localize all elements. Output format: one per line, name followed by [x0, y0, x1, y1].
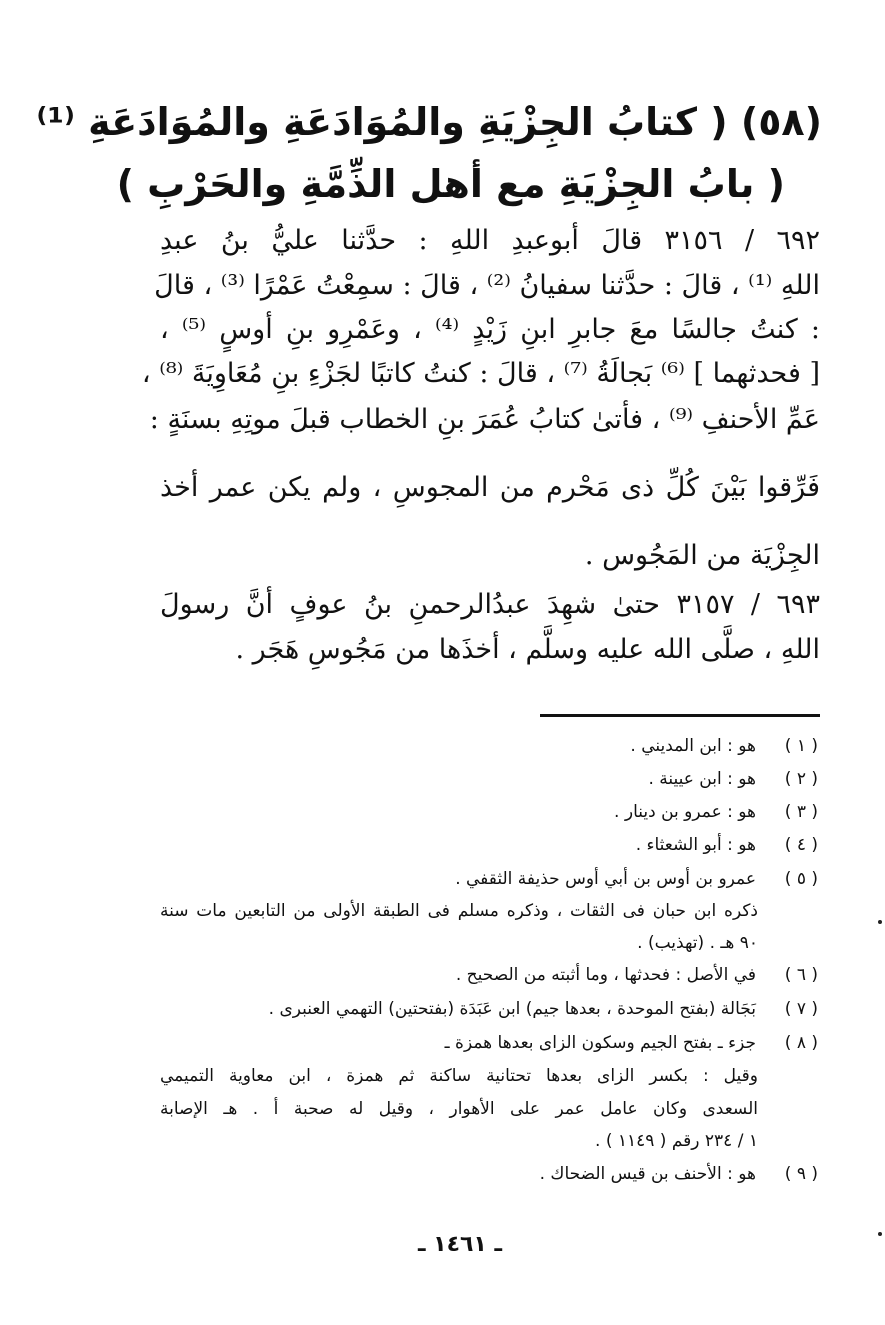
- chapter-title: (٥٨) ( كتابُ الجِزْيَةِ والمُوَادَعَةِ والمُوَادَعَةِ ⁽¹⁾: [36, 100, 822, 144]
- page-number: ـ ١٤٦١ ـ: [417, 1232, 503, 1257]
- footnote-text: جزء ـ بفتح الجيم وسكون الزاى بعدها همزة ـ: [444, 1033, 756, 1053]
- hadith-692-line-1: ٦٩٢ / ٣١٥٦ قالَ أبوعبدِ اللهِ : حدَّثنا عليُّ بنُ عبدِ: [160, 225, 820, 256]
- footnote-number: ( ٧ ): [784, 999, 818, 1019]
- scan-speck: [878, 920, 882, 924]
- footnote-5-continuation-2: ٩٠ هـ . (تهذيب) .: [637, 933, 758, 953]
- footnote-number: ( ٨ ): [784, 1033, 818, 1053]
- footnote-text: في الأصل : فحدثها ، وما أثبته من الصحيح .: [455, 965, 756, 985]
- footnote-number: ( ٦ ): [784, 965, 818, 985]
- hadith-692-line-2: اللهِ ⁽¹⁾ ، قالَ : حدَّثنا سفيانُ ⁽²⁾ ، قالَ : سمِعْتُ عَمْرًا ⁽³⁾ ، قالَ: [154, 270, 820, 301]
- footnote-text: هو : ابن عيينة .: [648, 769, 756, 789]
- footnote-8-continuation-3: ١ / ٢٣٤ رقم ( ١١٤٩ ) .: [595, 1131, 758, 1151]
- chapter-subtitle: ( بابُ الجِزْيَةِ مع أهل الذِّمَّةِ والحَرْبِ ): [116, 162, 785, 206]
- footnote-text: هو : الأحنف بن قيس الضحاك .: [539, 1164, 756, 1184]
- footnote-text: هو : أبو الشعثاء .: [635, 835, 756, 855]
- footnote-number: ( ١ ): [784, 736, 818, 756]
- hadith-692-line-5: عَمِّ الأحنفِ ⁽⁹⁾ ، فأتىٰ كتابُ عُمَرَ بنِ الخطاب قبلَ موتِهِ بسنَةٍ :: [149, 404, 820, 435]
- hadith-692-line-6: فَرِّقوا بَيْنَ كُلِّ ذى مَحْرم من المجوسِ ، ولم يكن عمر أخذ: [160, 472, 820, 503]
- footnote-separator: [540, 714, 820, 717]
- footnote-number: ( ٣ ): [784, 802, 818, 822]
- footnote-text: بَجَالة (بفتح الموحدة ، بعدها جيم) ابن عَبَدَة (بفتحتين) التهمي العنبرى .: [268, 999, 756, 1019]
- footnote-8-continuation-1: وقيل : بكسر الزاى بعدها تحتانية ساكنة ثم همزة ، ابن معاوية التميمي: [160, 1066, 758, 1086]
- footnote-8-continuation-2: السعدى وكان عامل عمر على الأهوار ، وقيل له صحبة أ . هـ الإصابة: [160, 1099, 758, 1119]
- footnote-number: ( ٥ ): [784, 869, 818, 889]
- footnote-5-continuation-1: ذكره ابن حبان فى الثقات ، وذكره مسلم فى الطبقة الأولى من التابعين مات سنة: [160, 901, 758, 921]
- footnote-text: عمرو بن أوس بن أبي أوس حذيفة الثقفي .: [455, 869, 756, 889]
- hadith-693-line-2: اللهِ ، صلَّى الله عليه وسلَّم ، أخذَها من مَجُوسِ هَجَر .: [235, 634, 820, 665]
- footnote-number: ( ٤ ): [784, 835, 818, 855]
- footnote-text: هو : عمرو بن دينار .: [614, 802, 756, 822]
- footnote-text: هو : ابن المديني .: [630, 736, 756, 756]
- hadith-692-line-3: : كنتُ جالسًا معَ جابرِ ابنِ زَيْدٍ ⁽⁴⁾ ، وعَمْرِو بنِ أوسٍ ⁽⁵⁾ ،: [160, 314, 820, 345]
- footnote-number: ( ٩ ): [784, 1164, 818, 1184]
- hadith-692-line-4: [ فحدثهما ] ⁽⁶⁾ بَجالَةُ ⁽⁷⁾ ، قالَ : كنتُ كاتبًا لجَزْءِ بنِ مُعَاوِيَةَ ⁽⁸⁾ ،: [141, 358, 820, 389]
- footnote-number: ( ٢ ): [784, 769, 818, 789]
- hadith-692-line-7: الجِزْيَة من المَجُوس .: [584, 540, 820, 571]
- scan-speck: [878, 1232, 882, 1236]
- hadith-693-line-1: ٦٩٣ / ٣١٥٧ حتىٰ شهِدَ عبدُالرحمنِ بنُ عوفٍ أنَّ رسولَ: [160, 589, 820, 620]
